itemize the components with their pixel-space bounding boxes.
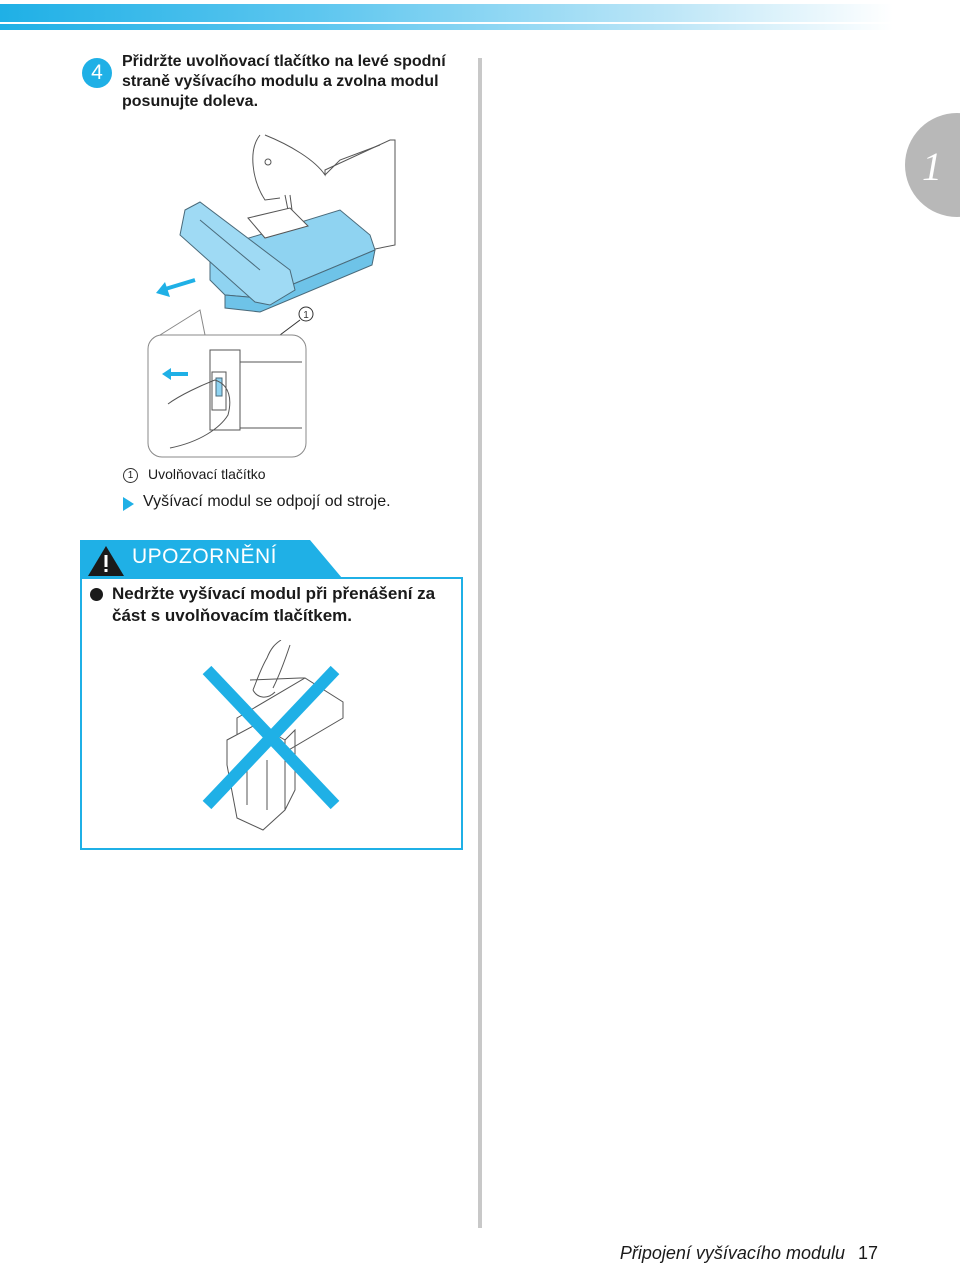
- result-text: Vyšívací modul se odpojí od stroje.: [143, 493, 391, 510]
- machine-illustration: [140, 130, 400, 460]
- legend-label: Uvolňovací tlačítko: [148, 466, 266, 482]
- legend-marker: 1: [123, 468, 138, 483]
- step-instruction: Přidržte uvolňovací tlačítko na levé spodní straně vyšívacího modulu a zvolna modul posunujte doleva.: [122, 53, 446, 110]
- caution-title: UPOZORNĚNÍ: [132, 545, 278, 568]
- chapter-number: 1: [922, 144, 942, 189]
- carry-module-illustration: [195, 640, 350, 835]
- step-number-badge: 4: [82, 58, 112, 88]
- figure-callout-marker: 1: [303, 310, 309, 321]
- column-divider: [478, 58, 482, 1228]
- result-arrow-icon: [123, 497, 134, 511]
- header-bar: [0, 4, 893, 30]
- page-number: 17: [858, 1243, 879, 1263]
- bullet-icon: [90, 588, 103, 601]
- header-bar-line: [0, 22, 893, 24]
- footer-section-title: Připojení vyšívacího modulu: [619, 1243, 845, 1263]
- caution-item: Nedržte vyšívací modul při přenášení za část s uvolňovacím tlačítkem.: [112, 584, 436, 625]
